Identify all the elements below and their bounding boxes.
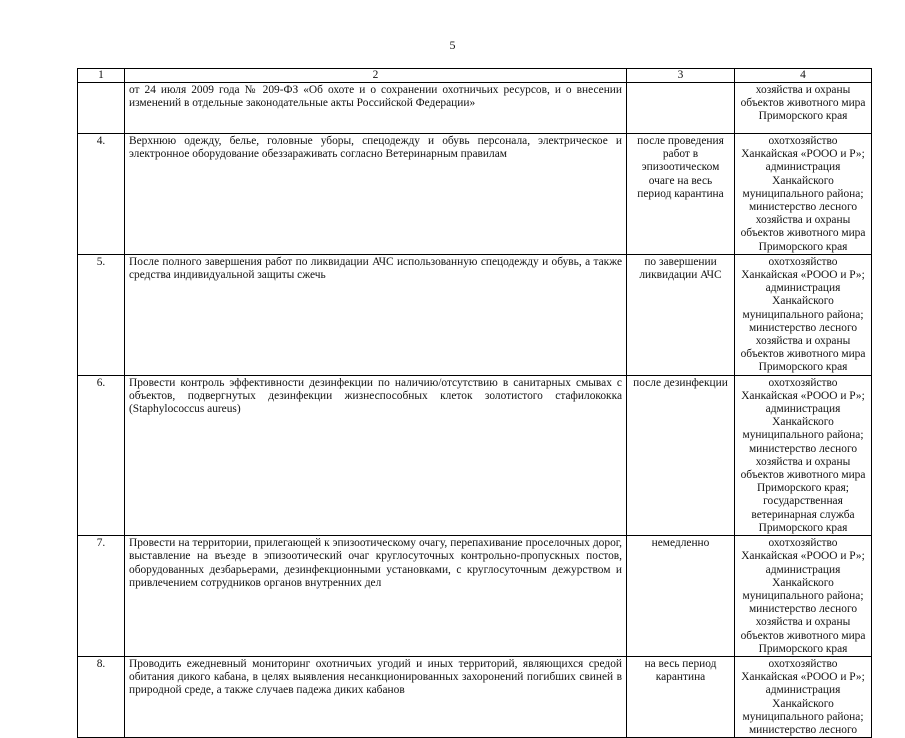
row-term: на весь период карантина [627, 656, 735, 737]
row-term [627, 83, 735, 134]
column-header-number: 1 [78, 69, 125, 83]
page-number: 5 [449, 38, 456, 52]
row-number: 8. [78, 656, 125, 737]
row-responsible: охотхозяйство Ханкайская «РООО и Р»; администрация Ханкайского муниципального района; министерство лесного хозяйства и охраны объектов животного мира Приморского края [735, 254, 872, 375]
row-number: 5. [78, 254, 125, 375]
row-term: немедленно [627, 536, 735, 657]
row-term: после проведения работ в эпизоотическом очаге на весь период карантина [627, 134, 735, 255]
row-responsible: хозяйства и охраны объектов животного мира Приморского края [735, 83, 872, 134]
row-term: после дезинфекции [627, 375, 735, 535]
row-term: по завершении ликвидации АЧС [627, 254, 735, 375]
row-action: Провести контроль эффективности дезинфекции по наличию/отсутствию в санитарных смывах с объектов, подвергнутых дезинфекции жизнеспособных клеток золотистого стафилококка (Staphylococcus aureus) [125, 375, 627, 535]
row-action: Проводить ежедневный мониторинг охотничьих угодий и иных территорий, являющихся средой обитания дикого кабана, в целях выявления несанкционированных захоронений погибших свиней в природной среде, а также случаев падежа диких кабанов [125, 656, 627, 737]
row-action: Верхнюю одежду, белье, головные уборы, спецодежду и обувь персонала, электрическое и электронное оборудование обеззараживать согласно Ветеринарным правилам [125, 134, 627, 255]
row-responsible: охотхозяйство Ханкайская «РООО и Р»; администрация Ханкайского муниципального района; министерство лесного хозяйства и охраны объектов животного мира Приморского края [735, 134, 872, 255]
table-row [78, 134, 872, 255]
row-number: 6. [78, 375, 125, 535]
row-number [78, 83, 125, 134]
row-action: от 24 июля 2009 года № 209-ФЗ «Об охоте и о сохранении охотничьих ресурсов, и о внесении изменений в отдельные законодательные акты Российской Федерации» [125, 83, 627, 134]
column-header-responsible: 4 [735, 69, 872, 83]
table-row [78, 656, 872, 737]
table-header-row [78, 69, 872, 83]
row-responsible: охотхозяйство Ханкайская «РООО и Р»; администрация Ханкайского муниципального района; министерство лесного [735, 656, 872, 737]
table-row [78, 375, 872, 535]
row-action: После полного завершения работ по ликвидации АЧС использованную спецодежду и обувь, а также средства индивидуальной защиты сжечь [125, 254, 627, 375]
table-row [78, 536, 872, 657]
column-header-action: 2 [125, 69, 627, 83]
row-number: 7. [78, 536, 125, 657]
table-row [78, 83, 872, 134]
row-action: Провести на территории, прилегающей к эпизоотическому очагу, перепахивание проселочных дорог, выставление на въезде в эпизоотический очаг круглосуточных контрольно-пропускных постов, оборудованных дезбарьерами, дезинфекционными установками, с круглосуточным дежурством и привлечением сотрудников органов внутренних дел [125, 536, 627, 657]
table-row [78, 254, 872, 375]
row-responsible: охотхозяйство Ханкайская «РООО и Р»; администрация Ханкайского муниципального района; министерство лесного хозяйства и охраны объектов животного мира Приморского края [735, 536, 872, 657]
column-header-term: 3 [627, 69, 735, 83]
measures-table [77, 68, 872, 738]
row-number: 4. [78, 134, 125, 255]
row-responsible: охотхозяйство Ханкайская «РООО и Р»; администрация Ханкайского муниципального района; министерство лесного хозяйства и охраны объектов животного мира Приморского края; государственная ветеринарная служба Приморского края [735, 375, 872, 535]
